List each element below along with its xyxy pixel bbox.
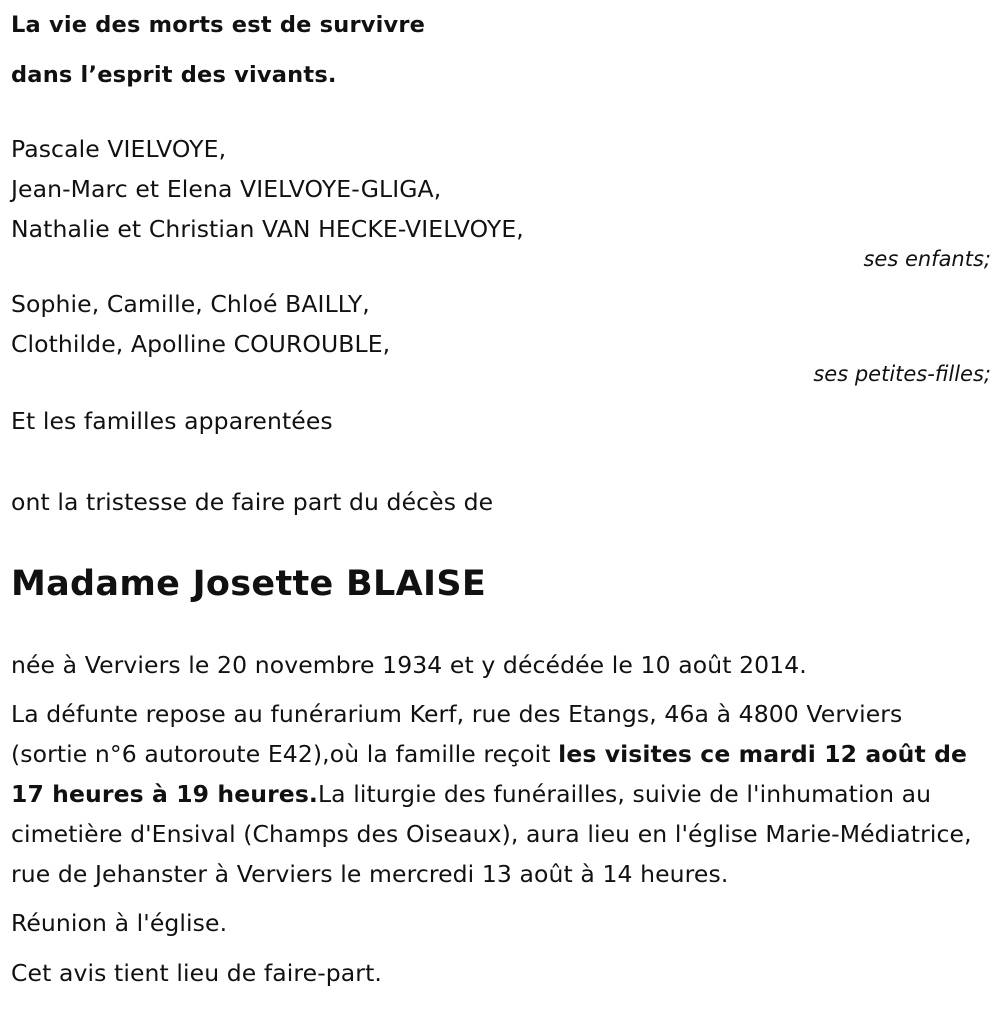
granddaughters-role: ses petites-filles; xyxy=(813,362,991,386)
granddaughters-block xyxy=(11,284,991,387)
visits-text: les visites ce mardi 12 août de 17 heures à 19 heures. xyxy=(11,740,968,808)
obituary-notice xyxy=(11,0,991,993)
birth-death-line: née à Verviers le 20 novembre 1934 et y décédée le 10 août 2014. xyxy=(11,651,807,679)
details-text-2: La liturgie des funérailles, suivie de l'inhumation au cimetière d'Ensival (Champs des Oiseaux), aura lieu en l'église Marie-Médiatrice, rue de Jehanster à Verviers le mercredi 13 août à 14 heures. xyxy=(11,780,972,888)
details-text-1: La défunte repose au funérarium Kerf, rue des Etangs, 46a à 4800 Verviers (sortie n°6 autoroute E42),où la famille reçoit xyxy=(11,700,903,768)
reunion-line: Réunion à l'église. xyxy=(11,909,228,937)
families-line: Et les familles apparentées xyxy=(11,407,333,435)
announcement-line: ont la tristesse de faire part du décès de xyxy=(11,488,494,516)
child-name-3: Nathalie et Christian VAN HECKE-VIELVOYE, xyxy=(11,215,524,243)
details-paragraph xyxy=(11,694,986,894)
epigraph-line-1: La vie des morts est de survivre xyxy=(11,12,426,38)
closing-line: Cet avis tient lieu de faire-part. xyxy=(11,959,382,987)
child-name-2: Jean-Marc et Elena VIELVOYE-GLIGA, xyxy=(11,175,442,203)
granddaughter-name-1: Sophie, Camille, Chloé BAILLY, xyxy=(11,290,370,318)
child-name-1: Pascale VIELVOYE, xyxy=(11,135,227,163)
epigraph-line-2: dans l’esprit des vivants. xyxy=(11,62,337,88)
children-block xyxy=(11,129,991,272)
granddaughter-name-2: Clothilde, Apolline COUROUBLE, xyxy=(11,330,391,358)
children-role: ses enfants; xyxy=(863,247,991,271)
deceased-name: Madame Josette BLAISE xyxy=(11,564,487,604)
epigraph xyxy=(11,0,991,100)
